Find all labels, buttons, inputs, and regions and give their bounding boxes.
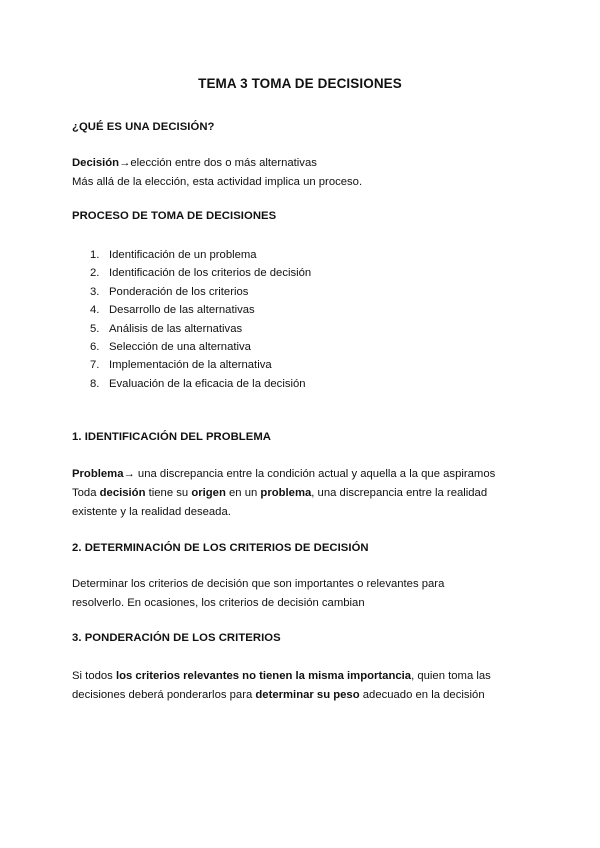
section-heading-3: 3. PONDERACIÓN DE LOS CRITERIOS (72, 632, 281, 644)
problem-definition (72, 465, 542, 484)
arrow-icon: → (119, 157, 131, 169)
criteria-paragraph: Determinar los criterios de decisión que son importantes o relevantes para resolverlo. En ocasiones, los criterios de decisión cambian (72, 578, 445, 609)
list-item: 6. Selección de una alternativa (90, 340, 251, 353)
list-item: 3. Ponderación de los criterios (90, 285, 249, 298)
decision-term: Decisión (72, 157, 120, 169)
problem-origin-paragraph: Toda decisión tiene su origen en un problema, una discrepancia entre la realidad existente y la realidad deseada. (72, 487, 488, 518)
list-item: 7. Implementación de la alternativa (90, 359, 272, 372)
section-heading-que-es: ¿QUÉ ES UNA DECISIÓN? (72, 121, 215, 133)
problem-term: Problema (72, 468, 124, 480)
problem-definition-text: una discrepancia entre la condición actual y aquella a la que aspiramos (134, 468, 496, 480)
list-item: 5. Análisis de las alternativas (90, 322, 243, 335)
section-heading-proceso: PROCESO DE TOMA DE DECISIONES (72, 210, 277, 222)
weighting-paragraph: Si todos los criterios relevantes no tienen la misma importancia, quien toma las decisiones deberá ponderarlos para determinar su peso adecuado en la decisión (72, 670, 491, 701)
decision-definition (72, 154, 542, 191)
list-item: 1. Identificación de un problema (90, 249, 257, 261)
section-heading-2: 2. DETERMINACIÓN DE LOS CRITERIOS DE DECISIÓN (72, 542, 369, 554)
list-item: 2. Identificación de los criterios de decisión (90, 267, 312, 280)
process-steps-list (90, 246, 311, 393)
list-item: 8. Evaluación de la eficacia de la decisión (90, 377, 306, 390)
decision-process-line: Más allá de la elección, esta actividad implica un proceso. (72, 175, 363, 188)
section-heading-1: 1. IDENTIFICACIÓN DEL PROBLEMA (72, 431, 271, 443)
page-title: TEMA 3 TOMA DE DECISIONES (198, 76, 402, 91)
decision-definition-text: elección entre dos o más alternativas (130, 157, 317, 169)
arrow-icon: → (123, 468, 135, 480)
list-item: 4. Desarrollo de las alternativas (90, 304, 255, 317)
